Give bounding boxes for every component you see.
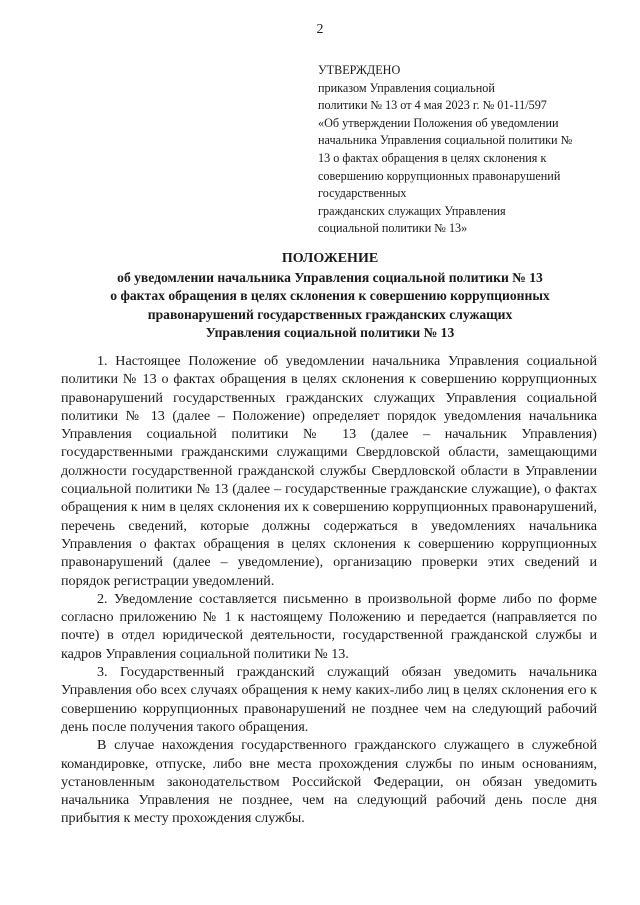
- approval-line: «Об утверждении Положения об уведомлении: [318, 115, 559, 130]
- approval-line: приказом Управления социальной: [318, 80, 495, 95]
- paragraph-4: В случае нахождения государственного гражданского служащего в служебной командировке, отпуске, либо вне места прохождения службы по иным основаниям, установленным законодательством Российской Федерации, он обязан уведомить начальника Управления не позднее, чем на следующий рабочий день после дня прибытия к месту прохождения службы.: [61, 737, 597, 827]
- approval-line: 13 о фактах обращения в целях склонения к: [318, 150, 547, 165]
- document-heading: [60, 250, 600, 343]
- approval-line: УТВЕРЖДЕНО: [318, 63, 401, 77]
- approval-line: совершению коррупционных правонарушений: [318, 168, 561, 183]
- approval-line: социальной политики № 13»: [318, 221, 468, 236]
- approval-line: начальника Управления социальной политики №: [318, 133, 573, 148]
- page-number: 2: [316, 22, 324, 37]
- approval-line: гражданских служащих Управления: [318, 203, 506, 218]
- paragraph-3: 3. Государственный гражданский служащий обязан уведомить начальника Управления обо всех случаях обращения к нему каких-либо лиц в целях склонения его к совершению коррупционных правонарушений не позднее чем на следующий рабочий день после получения такого обращения.: [61, 664, 597, 735]
- paragraph-2: 2. Уведомление составляется письменно в произвольной форме либо по форме согласно приложению № 1 к настоящему Положению и передается (направляется по почте) в отдел юридической деятельности, государственной гражданской службы и кадров Управления социальной политики № 13.: [61, 590, 597, 662]
- heading-line: о фактах обращения в целях склонения к совершению коррупционных: [110, 288, 550, 303]
- paragraph-1: 1. Настоящее Положение об уведомлении начальника Управления социальной политики № 13 о фактах обращения в целях склонения к совершению коррупционных правонарушений государственных гражданских служащих Управления социальной политики № 13 (далее – Положение) определяет порядок уведомления начальника Управления социальной политики № 13 (далее – начальник Управления) государственными гражданскими служащими Свердловской области, замещающими должности государственной гражданской службы Свердловской области в Управлении социальной политики № 13 (далее – государственные гражданские служащие), о фактах обращения к ним в целях склонения их к совершению коррупционных правонарушений, перечень сведений, которые должны содержаться в уведомлениях начальника Управления о фактах обращения в целях склонения к совершению коррупционных правонарушений (далее – уведомление), организацию проверки этих сведений и порядок регистрации уведомлений.: [61, 353, 597, 589]
- heading-line: Управления социальной политики № 13: [205, 325, 455, 340]
- document-title: ПОЛОЖЕНИЕ: [281, 251, 379, 266]
- heading-line: правонарушений государственных гражданских служащих: [147, 306, 513, 322]
- approval-block: [318, 62, 618, 238]
- document-body: [61, 352, 597, 828]
- heading-line: об уведомлении начальника Управления социальной политики № 13: [117, 269, 543, 285]
- approval-line: государственных: [318, 186, 407, 201]
- approval-line: политики № 13 от 4 мая 2023 г. № 01-11/597: [318, 98, 547, 113]
